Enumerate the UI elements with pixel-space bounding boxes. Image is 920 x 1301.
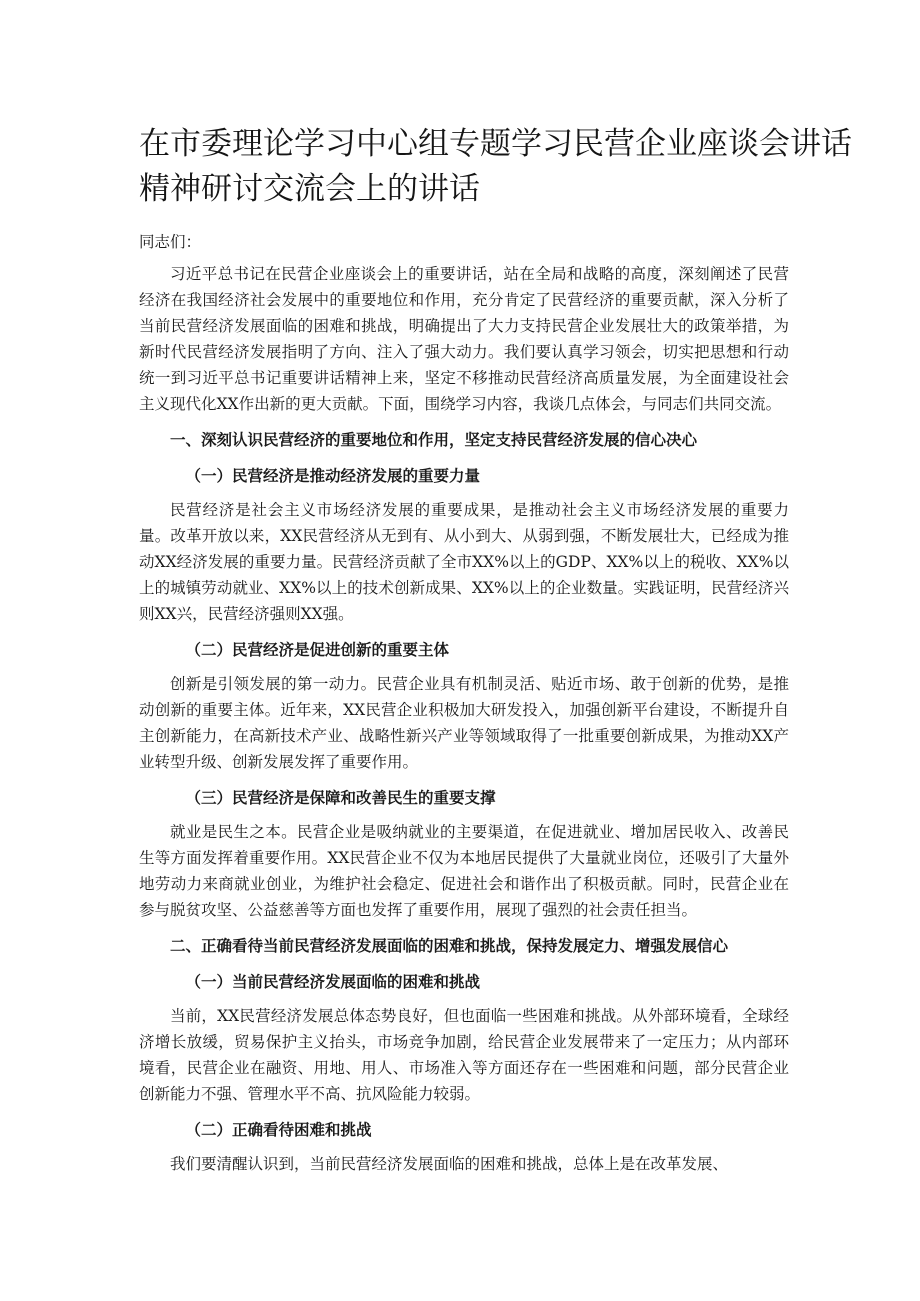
intro-paragraph: 习近平总书记在民营企业座谈会上的重要讲话，站在全局和战略的高度，深刻阐述了民营经济在我国经济社会发展中的重要地位和作用，充分肯定了民营经济的重要贡献，深入分析了当前民营经济发展面临的困难和挑战，明确提出了大力支持民营企业发展壮大的政策举措，为新时代民营经济发展指明了方向、注入了强大动力。我们要认真学习领会，切实把思想和行动统一到习近平总书记重要讲话精神上来，坚定不移推动民营经济高质量发展，为全面建设社会主义现代化XX作出新的更大贡献。下面，围绕学习内容，我谈几点体会，与同志们共同交流。 (139, 265, 789, 413)
section-1-sub-1-heading: （一）民营经济是推动经济发展的重要力量 (185, 467, 481, 485)
document-body (139, 229, 789, 1187)
section-2-sub-1-paragraph: 当前，XX民营经济发展总体态势良好，但也面临一些困难和挑战。从外部环境看，全球经济增长放缓，贸易保护主义抬头，市场竞争加剧，给民营企业发展带来了一定压力；从内部环境看，民营企业在融资、用地、用人、市场准入等方面还存在一些困难和问题，部分民营企业创新能力不强、管理水平不高、抗风险能力较弱。 (139, 1007, 789, 1103)
salutation: 同志们： (139, 233, 202, 251)
section-2-sub-2-heading: （二）正确看待困难和挑战 (185, 1121, 372, 1139)
section-1-sub-3-paragraph: 就业是民生之本。民营企业是吸纳就业的主要渠道，在促进就业、增加居民收入、改善民生等方面发挥着重要作用。XX民营企业不仅为本地居民提供了大量就业岗位，还吸引了大量外地劳动力来商就业创业，为维护社会稳定、促进社会和谐作出了积极贡献。同时，民营企业在参与脱贫攻坚、公益慈善等方面也发挥了重要作用，展现了强烈的社会责任担当。 (139, 823, 789, 919)
section-2-sub-2-paragraph: 我们要清醒认识到，当前民营经济发展面临的困难和挑战，总体上是在改革发展、 (170, 1155, 729, 1173)
document-title-line-2: 精神研讨交流会上的讲话 (139, 171, 480, 207)
document-title (139, 122, 852, 212)
section-1-sub-2-heading: （二）民营经济是促进创新的重要主体 (185, 641, 450, 659)
section-2-heading: 二、正确看待当前民营经济发展面临的困难和挑战，保持发展定力、增强发展信心 (170, 937, 729, 955)
section-2-sub-1-heading: （一）当前民营经济发展面临的困难和挑战 (185, 973, 481, 991)
section-1-sub-3-heading: （三）民营经济是保障和改善民生的重要支撑 (185, 789, 496, 807)
section-1-sub-2-paragraph: 创新是引领发展的第一动力。民营企业具有机制灵活、贴近市场、敢于创新的优势，是推动创新的重要主体。近年来，XX民营企业积极加大研发投入，加强创新平台建设，不断提升自主创新能力，在高新技术产业、战略性新兴产业等领域取得了一批重要创新成果，为推动XX产业转型升级、创新发展发挥了重要作用。 (139, 675, 789, 771)
section-1-heading: 一、深刻认识民营经济的重要地位和作用，坚定支持民营经济发展的信心决心 (170, 431, 698, 449)
section-1-sub-1-paragraph: 民营经济是社会主义市场经济发展的重要成果，是推动社会主义市场经济发展的重要力量。改革开放以来，XX民营经济从无到有、从小到大、从弱到强，不断发展壮大，已经成为推动XX经济发展的重要力量。民营经济贡献了全市XX%以上的GDP、XX%以上的税收、XX%以上的城镇劳动就业、XX%以上的技术创新成果、XX%以上的企业数量。实践证明，民营经济兴则XX兴，民营经济强则XX强。 (139, 501, 789, 623)
document-title-line-1: 在市委理论学习中心组专题学习民营企业座谈会讲话 (139, 126, 852, 162)
